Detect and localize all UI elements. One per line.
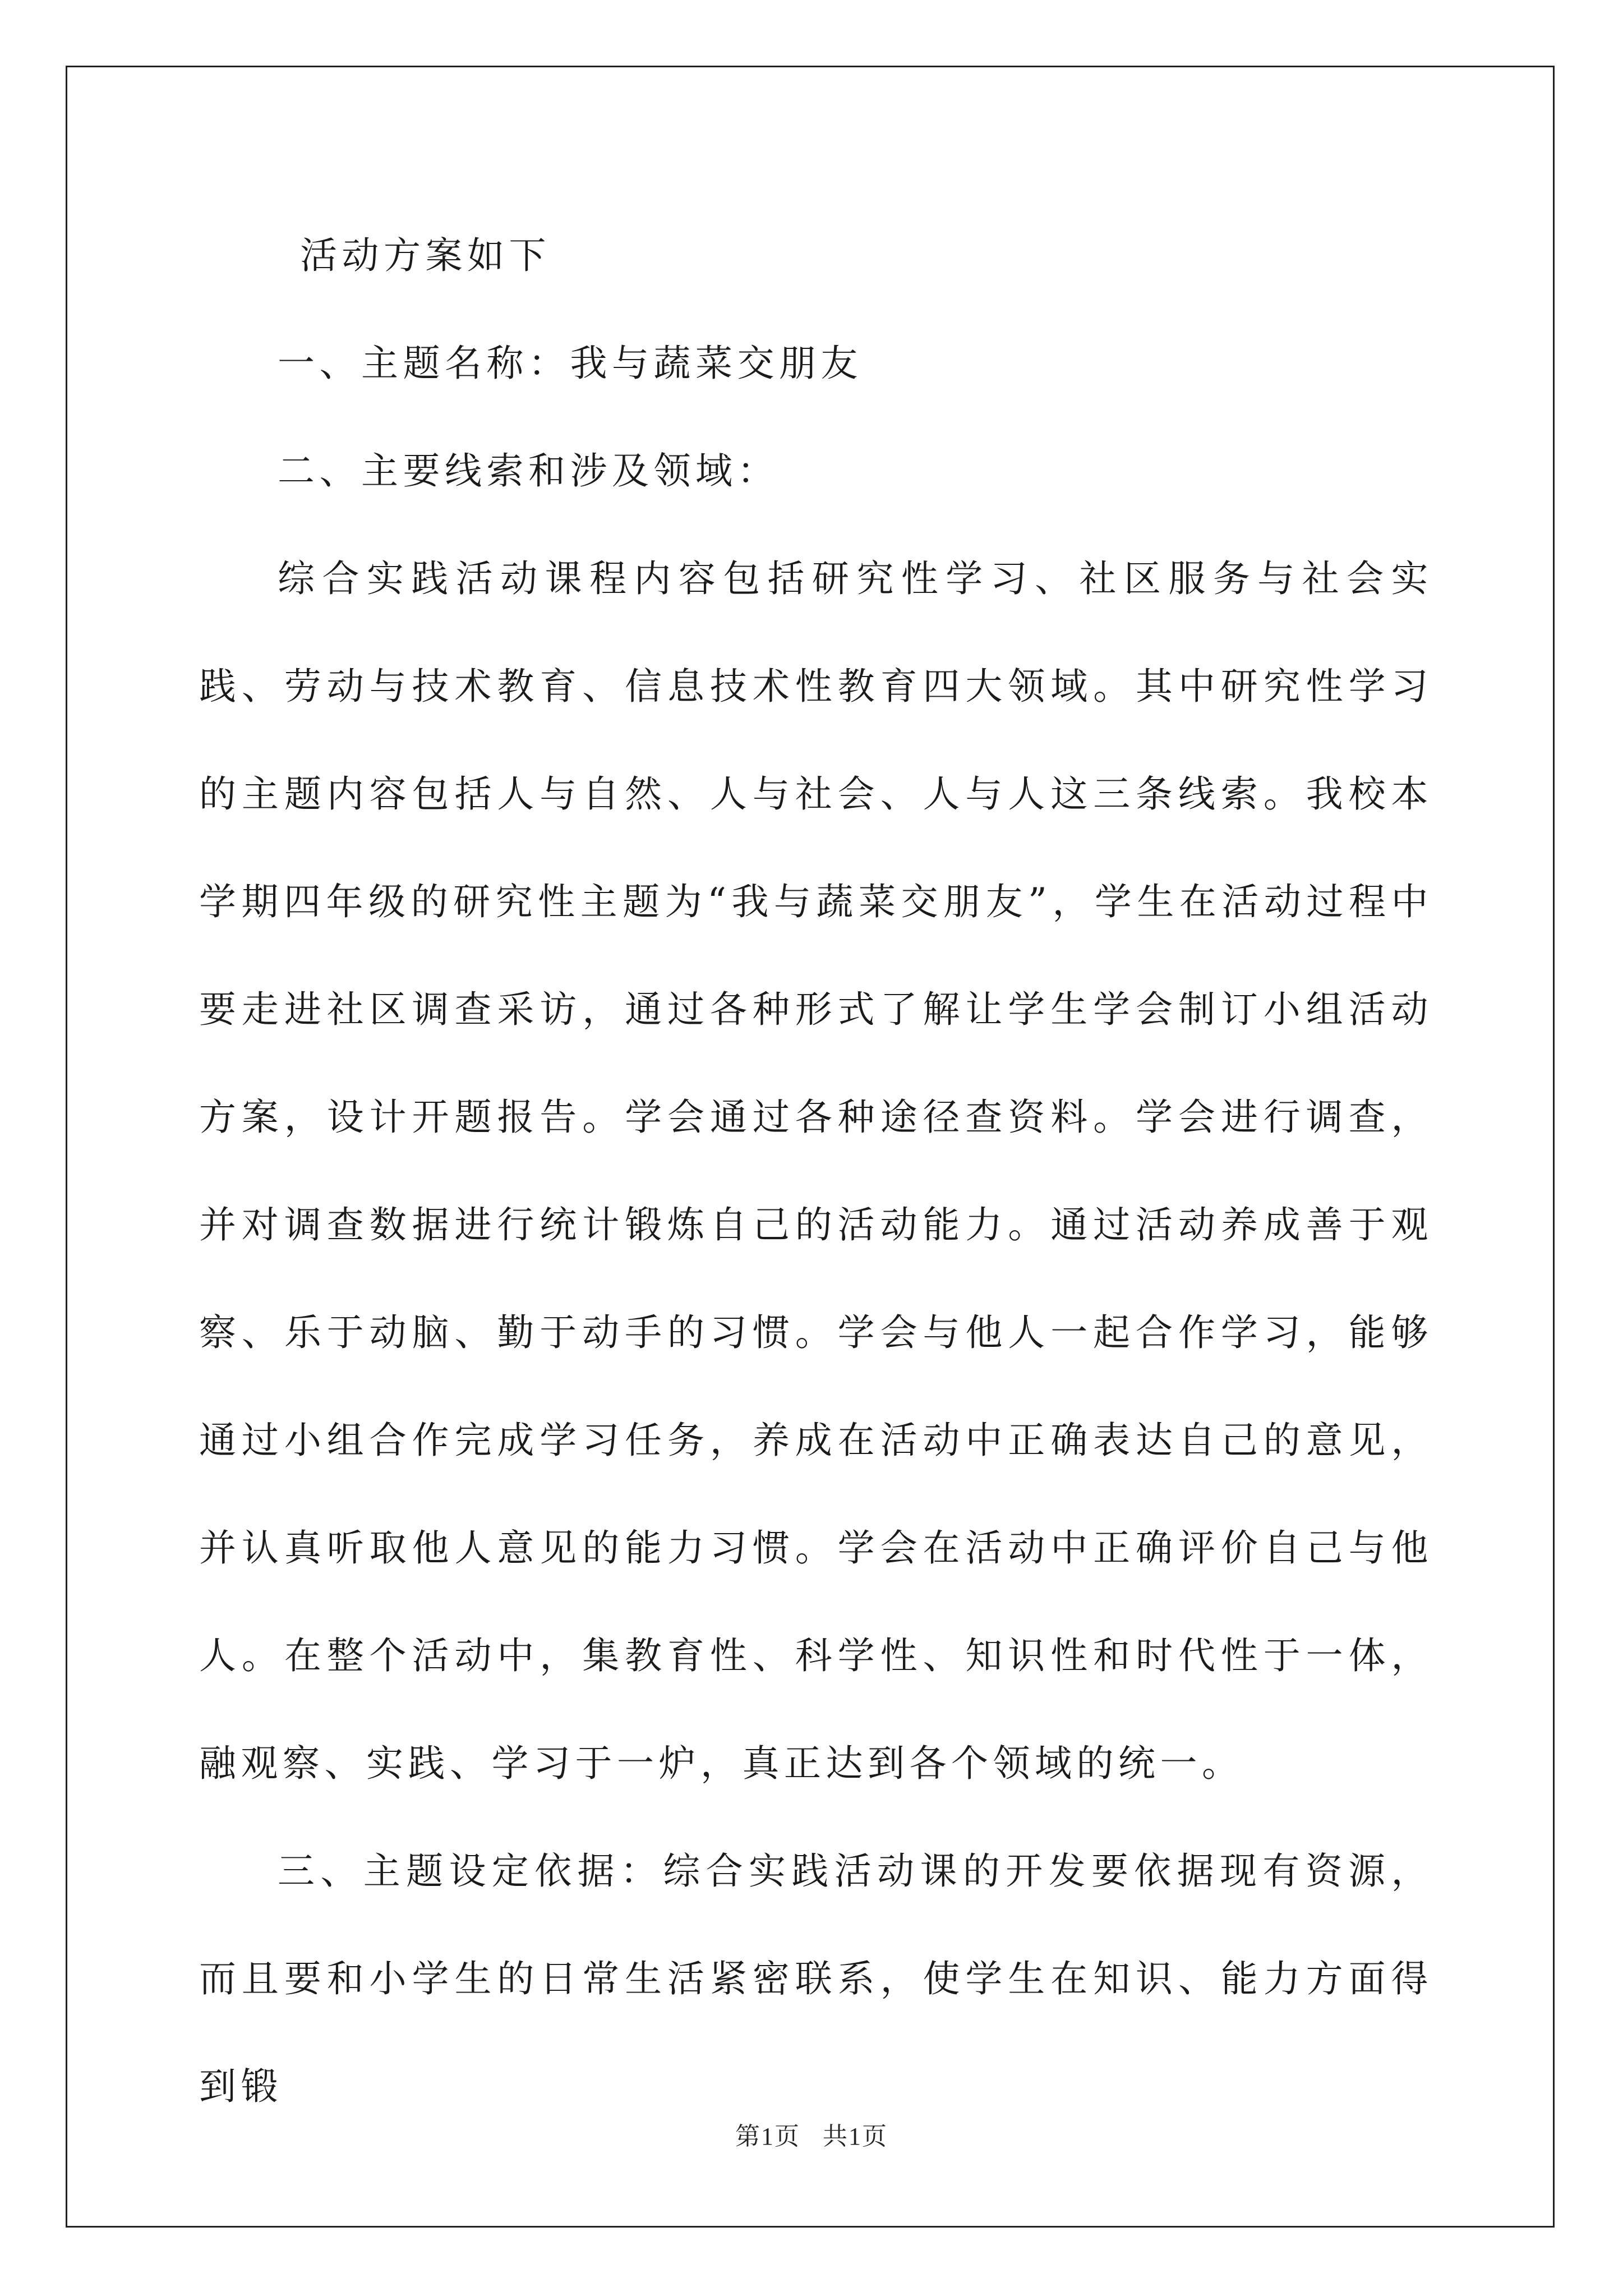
page-number: 第1页 (735, 2123, 800, 2150)
paragraph-intro: 活动方案如下 (300, 234, 551, 277)
paragraph-clues-heading: 二、主要线索和涉及领域： (278, 449, 779, 493)
paragraph-clues-body: 综合实践活动课程内容包括研究性学习、社区服务与社会实践、劳动与技术教育、信息技术性教育四大领域。其中研究性学习的主题内容包括人与自然、人与社会、人与人这三条线索。我校本学期四年级的研究性主题为“我与蔬菜交朋友”，学生在活动过程中要走进社区调查采访，通过各种形式了解让学生学会制订小组活动方案，设计开题报告。学会通过各种途径查资料。学会进行调查，并对调查数据进行统计锻炼自己的活动能力。通过活动养成善于观察、乐于动脑、勤于动手的习惯。学会与他人一起合作学习，能够通过小组合作完成学习任务，养成在活动中正确表达自己的意见，并认真听取他人意见的能力习惯。学会在活动中正确评价自己与他人。在整个活动中，集教育性、科学性、知识性和时代性于一体，融观察、实践、学习于一炉，真正达到各个领域的统一。 (199, 557, 1433, 1785)
paragraph-theme-name: 一、主题名称：我与蔬菜交朋友 (278, 342, 863, 385)
page-footer (0, 2116, 1623, 2152)
paragraph-theme-basis: 三、主题设定依据：综合实践活动课的开发要依据现有资源，而且要和小学生的日常生活紧密联系，使学生在知识、能力方面得到锻 (199, 1849, 1433, 2108)
document-body (199, 202, 1433, 2141)
total-pages: 共1页 (823, 2123, 888, 2150)
